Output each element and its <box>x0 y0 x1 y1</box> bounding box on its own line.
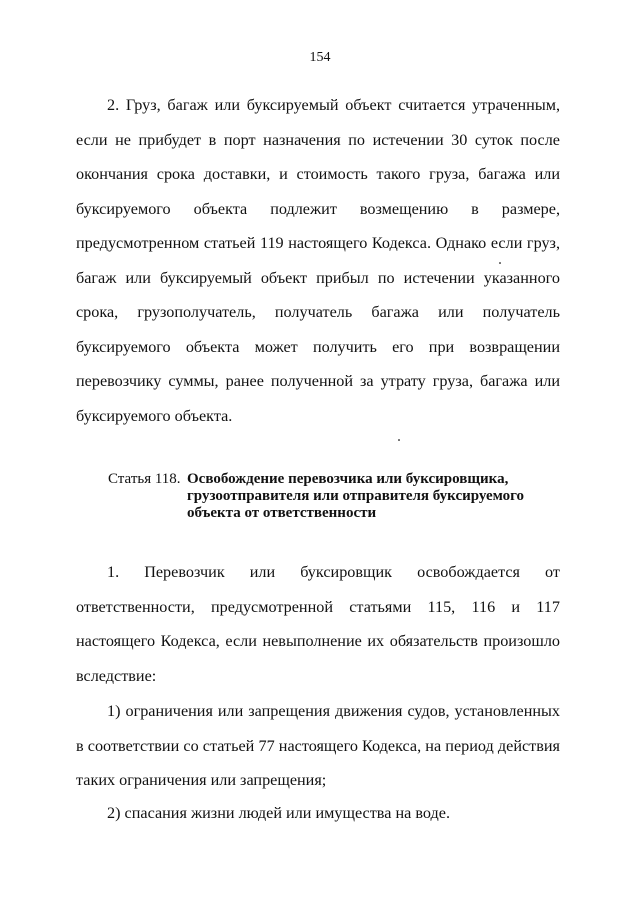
paragraph-2-text: Груз, багаж или буксируемый объект считается утраченным, если не прибудет в порт назначения по истечении 30 суток после окончания срока доставки, и стоимость такого груза, багажа или буксируемого объекта подлежит возмещению в размере, предусмотренном статьей 119 настоящего Кодекса. Однако если груз, багаж или буксируемый объект прибыл по истечении указанного срока, грузополучатель, получатель багажа или получатель буксируемого объекта может получить его при возвращении перевозчику суммы, ранее полученной за утрату груза, багажа или буксируемого объекта. <box>76 96 560 425</box>
paragraph-2-number: 2. <box>107 96 120 114</box>
article-title-line-1: Освобождение перевозчика или буксировщика, <box>187 471 509 487</box>
paragraph-2 <box>76 88 560 433</box>
article-title <box>187 471 567 522</box>
scan-speck <box>398 439 400 441</box>
scan-speck <box>499 262 501 264</box>
list-item-1 <box>76 694 560 798</box>
paragraph-1-text: Перевозчик или буксировщик освобождается от ответственности, предусмотренной статьями 115, 116 и 117 настоящего Кодекса, если невыполнение их обязательств произошло вследствие: <box>76 563 560 685</box>
article-title-line-3: объекта от ответственности <box>187 505 377 521</box>
list-item-1-text: 1) ограничения или запрещения движения судов, установленных в соответствии со статьей 77 настоящего Кодекса, на период действия таких ограничения или запрещения; <box>76 702 560 789</box>
article-title-line-2: грузоотправителя или отправителя буксируемого <box>187 488 525 504</box>
paragraph-1-number: 1. <box>107 563 120 581</box>
list-item-2 <box>76 796 560 831</box>
page-number: 154 <box>309 50 331 65</box>
paragraph-1 <box>76 555 560 693</box>
article-label: Статья 118. <box>108 471 181 487</box>
list-item-2-text: 2) спасания жизни людей или имущества на воде. <box>107 804 450 822</box>
